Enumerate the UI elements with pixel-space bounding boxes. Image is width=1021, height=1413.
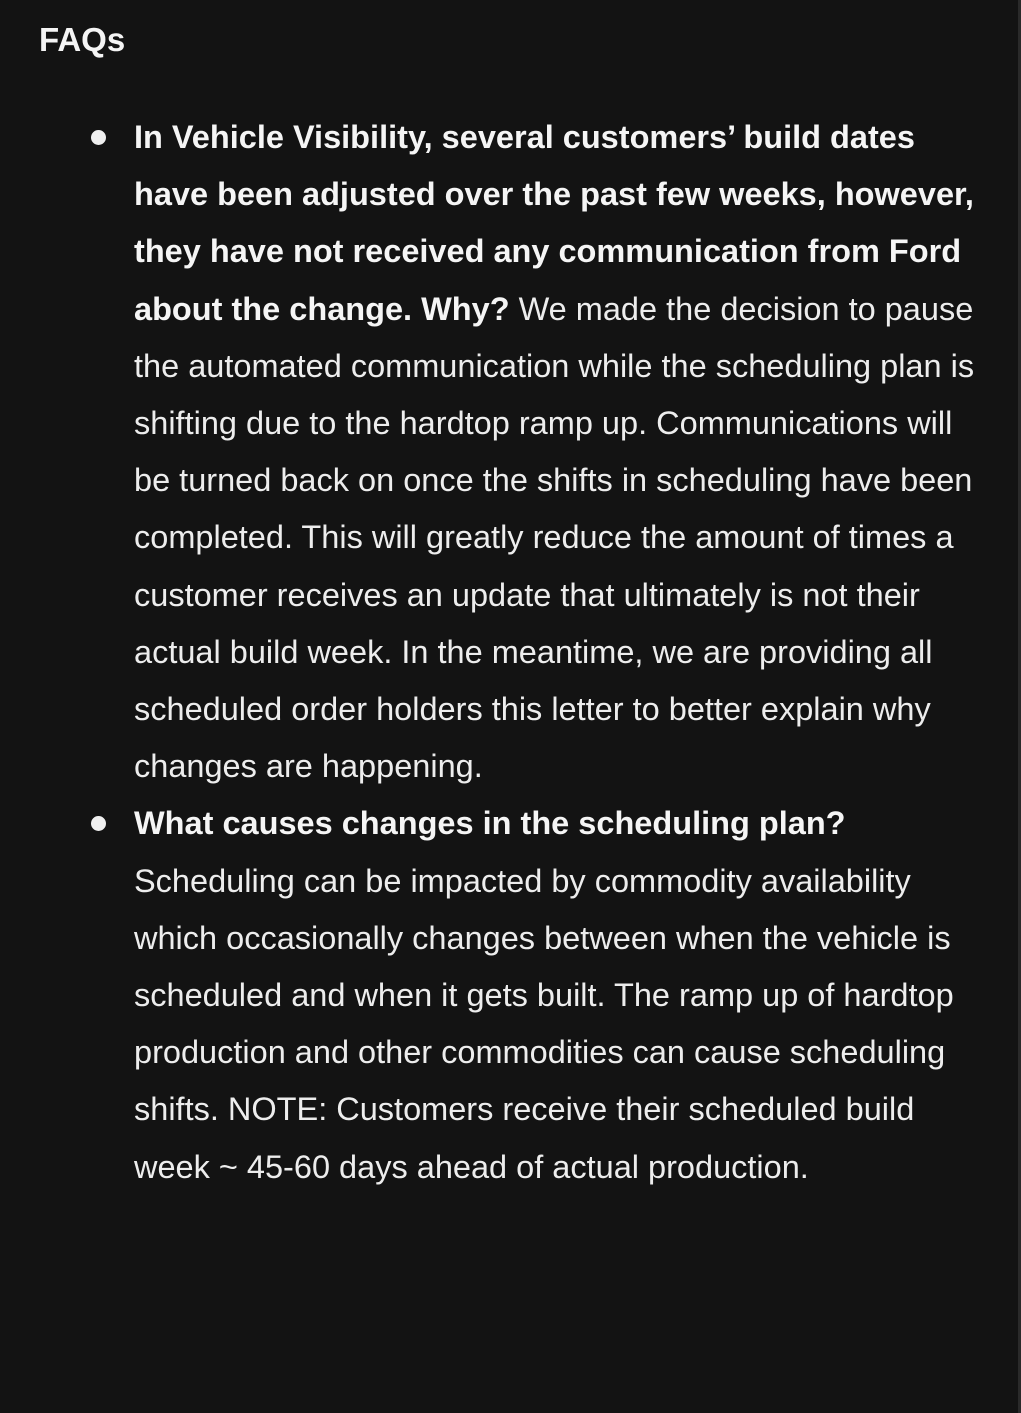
faq-item-scheduling-changes (0, 795, 1021, 1195)
faq-answer: Scheduling can be impacted by commodity availability which occasionally changes between when the vehicle is scheduled and when it gets built. The ramp up of hardtop production and other commodities can cause scheduling shifts. NOTE: Customers receive their scheduled build week ~ 45-60 days ahead of actual production. (134, 862, 954, 1185)
page-heading: FAQs (39, 21, 126, 58)
faq-item-build-dates (0, 109, 1021, 795)
faq-list (0, 109, 1021, 1196)
bullet-icon (91, 130, 106, 145)
faq-answer: We made the decision to pause the automated communication while the scheduling plan is shifting due to the hardtop ramp up. Communications will be turned back on once the shifts in scheduling have been completed. This will greatly reduce the amount of times a customer receives an update that ultimately is not their actual build week. In the meantime, we are providing all scheduled order holders this letter to better explain why changes are happening. (134, 290, 975, 785)
faq-question: In Vehicle Visibility, several customers’ build dates have been adjusted over the past few weeks, however, they have not received any communication from Ford about the change. Why? (134, 119, 974, 327)
faq-question: What causes changes in the scheduling plan? (134, 805, 846, 842)
bullet-icon (91, 816, 106, 831)
